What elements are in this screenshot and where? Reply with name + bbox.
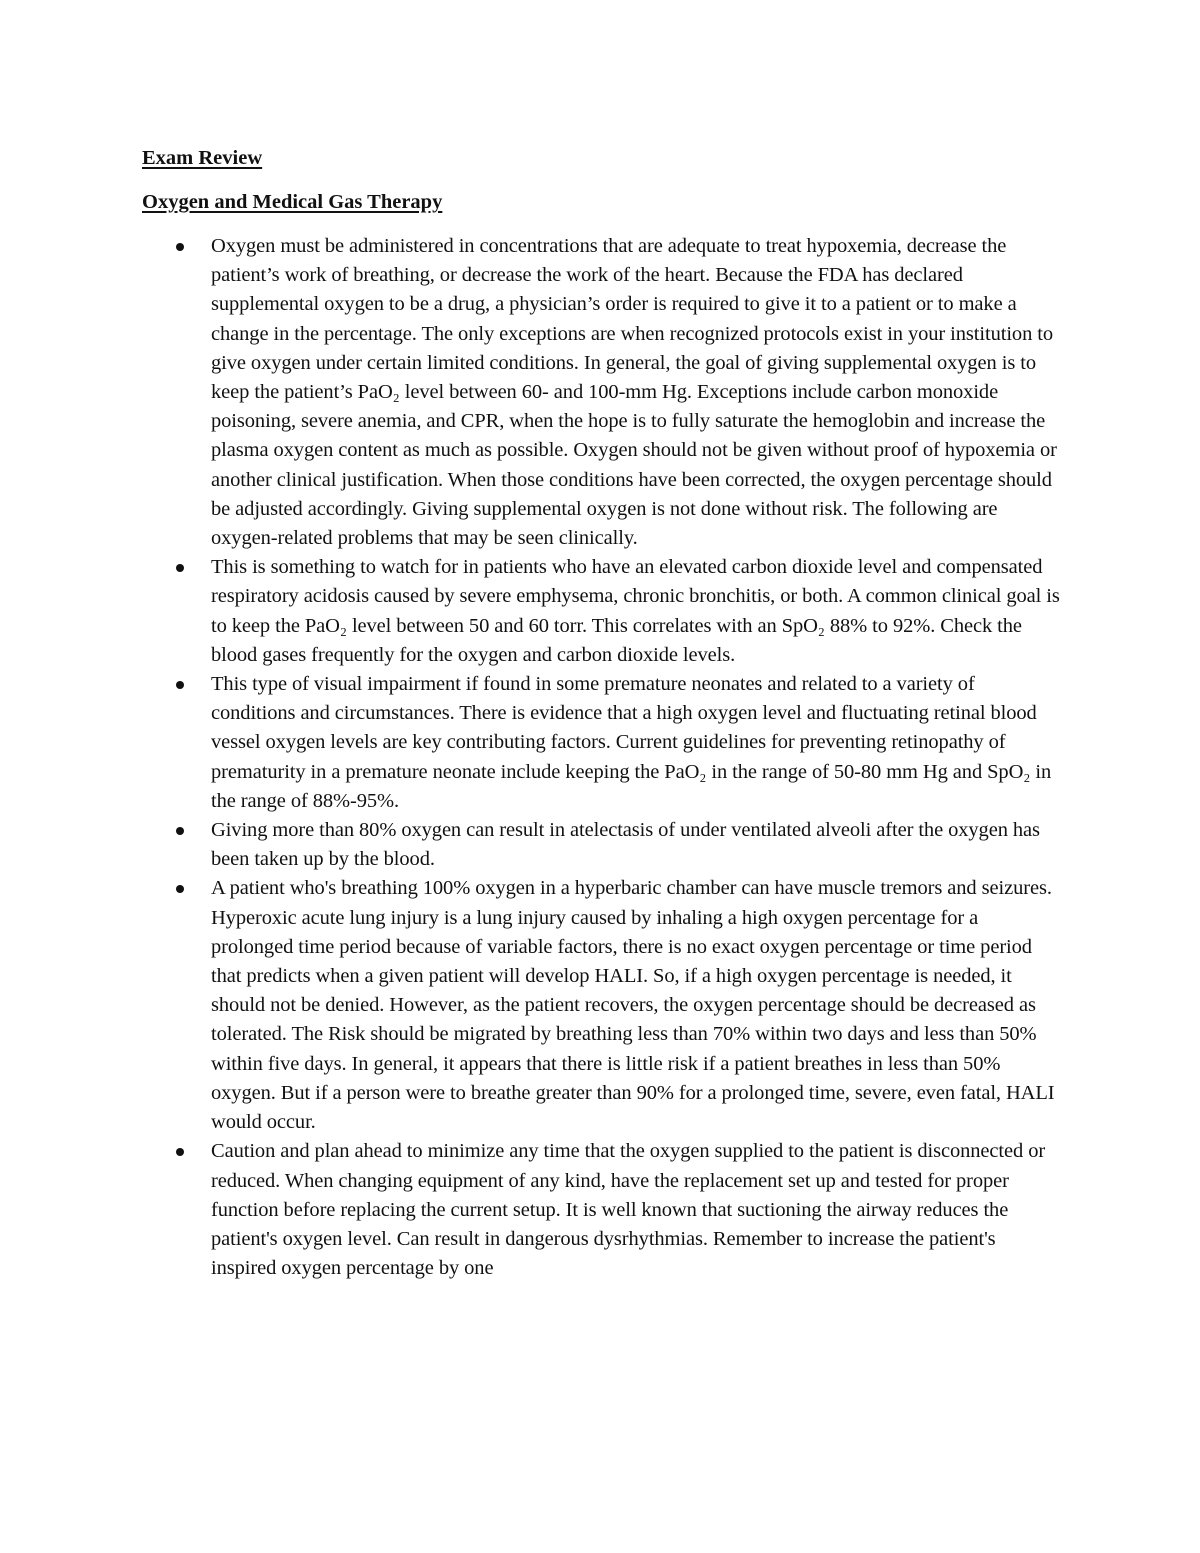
section-title: Oxygen and Medical Gas Therapy bbox=[142, 191, 443, 213]
list-item bbox=[0, 816, 1062, 874]
bullet-text: Caution and plan ahead to minimize any time that the oxygen supplied to the patient is disconnected or reduced. When changing equipment of any kind, have the replacement set up and tested for proper function before replacing the current setup. It is well known that suctioning the airway reduces the patient's oxygen level. Can result in dangerous dysrhythmias. Remember to increase the patient's inspired oxygen percentage by one bbox=[211, 1140, 1046, 1280]
bullet-text: This is something to watch for in patients who have an elevated carbon dioxide level and compensated respiratory acidosis caused by severe emphysema, chronic bronchitis, or both. A common clinical goal is to keep the PaO₂ level between 50 and 60 torr. This correlates with an SpO₂ 88% to 92%. Check the blood gases frequently for the oxygen and carbon dioxide levels. bbox=[211, 556, 1060, 666]
document-title: Exam Review bbox=[142, 147, 263, 169]
bullet-dot-icon bbox=[176, 885, 184, 893]
bullet-text: This type of visual impairment if found in some premature neonates and related to a variety of conditions and circumstances. There is evidence that a high oxygen level and fluctuating retinal blood vessel oxygen levels are key contributing factors. Current guidelines for preventing retinopathy of prematurity in a premature neonate include keeping the PaO₂ in the range of 50-80 mm Hg and SpO₂ in the range of 88%-95%. bbox=[211, 673, 1052, 812]
list-item bbox=[0, 1137, 1062, 1283]
bullet-dot-icon bbox=[176, 564, 184, 572]
bullet-dot-icon bbox=[176, 827, 184, 835]
list-item bbox=[0, 553, 1062, 670]
bullet-dot-icon bbox=[176, 1148, 184, 1156]
bullet-text: Oxygen must be administered in concentrations that are adequate to treat hypoxemia, decrease the patient’s work of breathing, or decrease the work of the heart. Because the FDA has declared supplemental oxygen to be a drug, a physician’s order is required to give it to a patient or to make a change in the percentage. The only exceptions are when recognized protocols exist in your institution to give oxygen under certain limited conditions. In general, the goal of giving supplemental oxygen is to keep the patient’s PaO₂ level between 60- and 100-mm Hg. Exceptions include carbon monoxide poisoning, severe anemia, and CPR, when the hope is to fully saturate the hemoglobin and increase the plasma oxygen content as much as possible. Oxygen should not be given without proof of hypoxemia or another clinical justification. When those conditions have been corrected, the oxygen percentage should be adjusted accordingly. Giving supplemental oxygen is not done without risk. The following are oxygen-related problems that may be seen clinically. bbox=[211, 235, 1057, 550]
bullet-text: A patient who's breathing 100% oxygen in a hyperbaric chamber can have muscle tremors and seizures. Hyperoxic acute lung injury is a lung injury caused by inhaling a high oxygen percentage for a prolonged time period because of variable factors, there is no exact oxygen percentage or time period that predicts when a given patient will develop HALI. So, if a high oxygen percentage is needed, it should not be denied. However, as the patient recovers, the oxygen percentage should be decreased as tolerated. The Risk should be migrated by breathing less than 70% within two days and less than 50% within five days. In general, it appears that there is little risk if a patient breathes in less than 50% oxygen. But if a person were to breathe greater than 90% for a prolonged time, severe, even fatal, HALI would occur. bbox=[211, 877, 1055, 1134]
bullet-list bbox=[0, 232, 1200, 1283]
list-item bbox=[0, 232, 1062, 553]
bullet-dot-icon bbox=[176, 681, 184, 689]
list-item bbox=[0, 670, 1062, 816]
bullet-text: Giving more than 80% oxygen can result in atelectasis of under ventilated alveoli after the oxygen has been taken up by the blood. bbox=[211, 819, 1040, 871]
list-item bbox=[0, 874, 1062, 1137]
bullet-dot-icon bbox=[176, 243, 184, 251]
